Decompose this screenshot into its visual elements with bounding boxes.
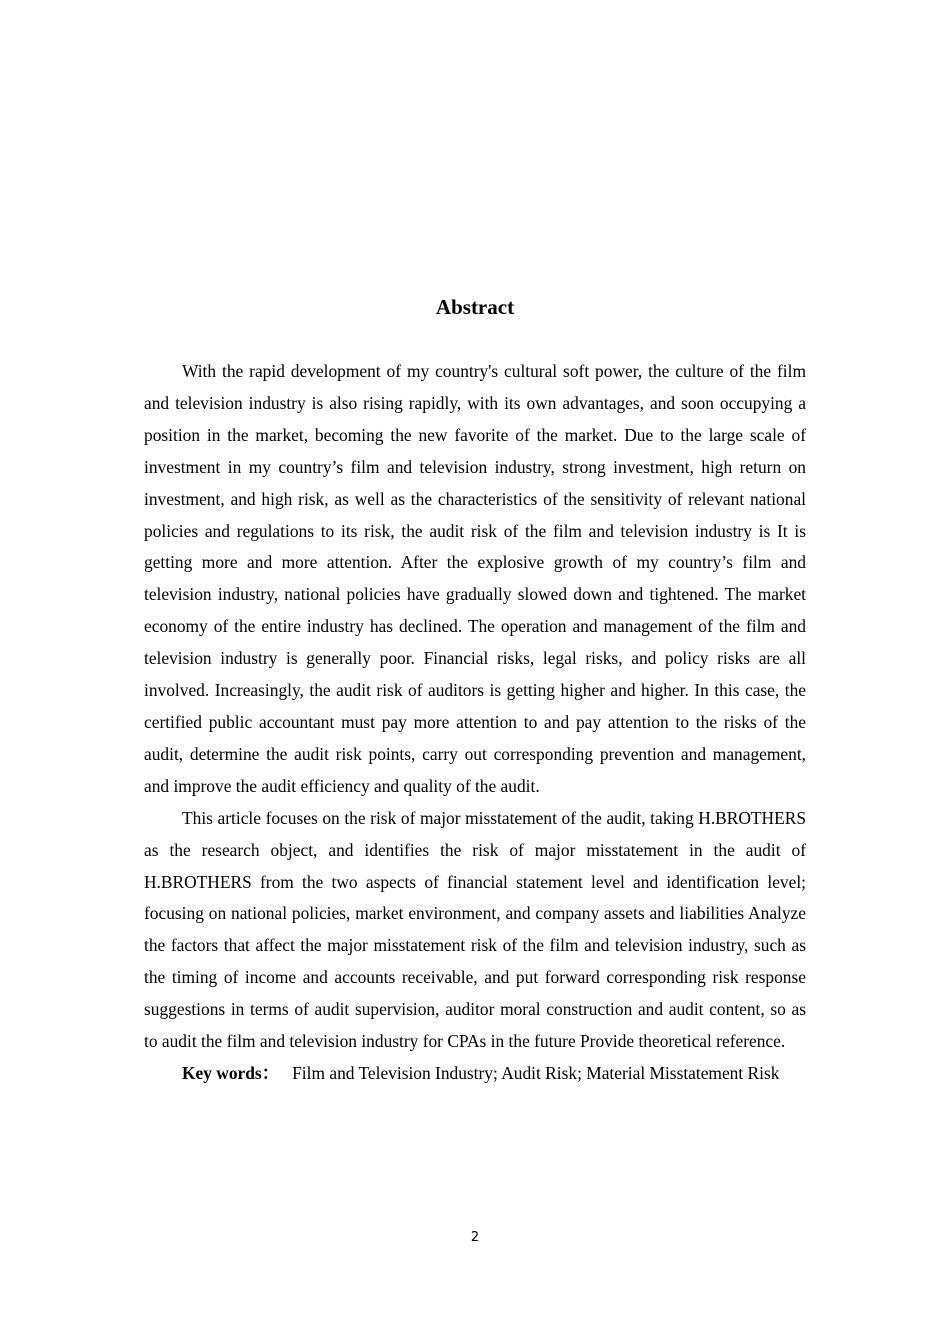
abstract-paragraph-2: This article focuses on the risk of major misstatement of the audit, taking H.BROTHERS as the research object, and identifies the risk of major misstatement in the audit of H.BROTHERS from the two aspects of financial statement level and identification level; focusing on national policies, market environment, and company assets and liabilities Analyze the factors that affect the major misstatement risk of the film and television industry, such as the timing of income and accounts receivable, and put forward corresponding risk response suggestions in terms of audit supervision, auditor moral construction and audit content, so as to audit the film and television industry for CPAs in the future Provide theoretical reference. — [144, 807, 806, 1052]
keywords-text: Film and Television Industry; Audit Risk; Material Misstatement Risk — [292, 1062, 780, 1083]
keywords-line — [144, 1058, 806, 1090]
page-number: 2 — [470, 1230, 480, 1245]
abstract-body — [144, 356, 806, 1090]
abstract-title: Abstract — [435, 295, 515, 319]
abstract-paragraph-1: With the rapid development of my country's cultural soft power, the culture of the film and television industry is also rising rapidly, with its own advantages, and soon occupying a position in the market, becoming the new favorite of the market. Due to the large scale of investment in my country’s film and television industry, strong investment, high return on investment, and high risk, as well as the characteristics of the sensitivity of relevant national policies and regulations to its risk, the audit risk of the film and television industry is It is getting more and more attention. After the explosive growth of my country’s film and television industry, national policies have gradually slowed down and tightened. The market economy of the entire industry has declined. The operation and management of the film and television industry is generally poor. Financial risks, legal risks, and policy risks are all involved. Increasingly, the audit risk of auditors is getting higher and higher. In this case, the certified public accountant must pay more attention to and pay attention to the risks of the audit, determine the audit risk points, carry out corresponding prevention and management, and improve the audit efficiency and quality of the audit. — [144, 361, 806, 796]
keywords-label: Key words： — [182, 1062, 280, 1083]
